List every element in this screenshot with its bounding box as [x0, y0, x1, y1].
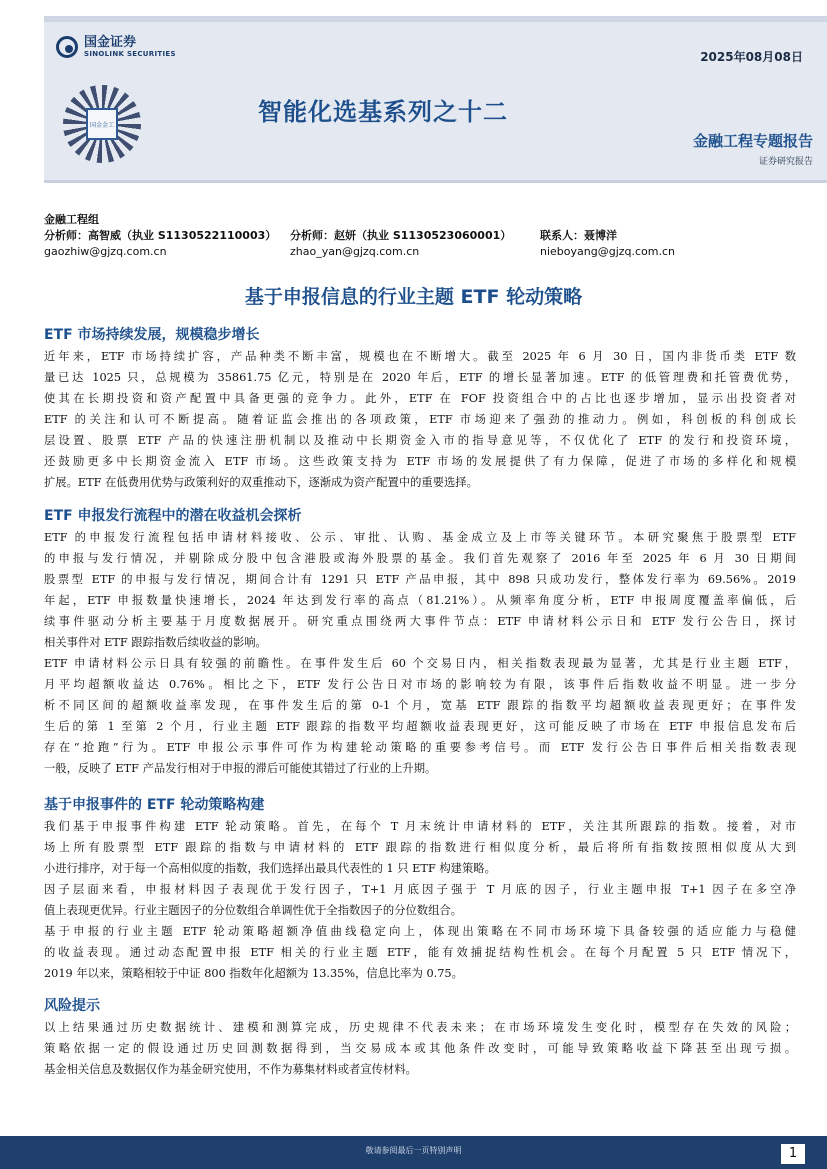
text-line: 月平均超额收益达 0.76%。相比之下，ETF 发行公告日对市场的影响较为有限，该事件后指数收益不明显。进一步分 — [44, 678, 796, 691]
section-body — [44, 346, 796, 493]
report-subtype: 证券研究报告 — [758, 157, 813, 167]
text-line: 续事件驱动分析主要基于月度数据展开。研究重点围绕两大事件节点：ETF 申请材料公示日和 ETF 发行公告日，探讨 — [44, 615, 796, 628]
text-line: 还鼓励更多中长期资金流入 ETF 市场。这些政策支持为 ETF 市场的发展提供了有力保障，促进了市场的多样化和规模 — [44, 455, 796, 468]
brand-logo — [56, 36, 176, 58]
brand-mark-icon — [56, 36, 78, 58]
analyst-block — [44, 212, 804, 260]
qr-center-badge — [86, 108, 118, 140]
text-line: 场上所有股票型 ETF 跟踪的指数与申请材料的 ETF 跟踪的指数进行相似度分析，最后将所有指数按照相似度从大到 — [44, 841, 796, 854]
text-line: ETF 申请材料公示日具有较强的前瞻性。在事件发生后 60 个交易日内，相关指数表现最为显著，尤其是行业主题 ETF， — [44, 657, 796, 670]
brand-name-cn: 国金证券 — [84, 35, 137, 50]
report-date: 2025年08月08日 — [700, 50, 803, 64]
text-line: 年起，ETF 申报数量快速增长，2024 年达到发行率的高点（81.21%）。从频率角度分析，ETF 申报周度覆盖率偏低，后 — [44, 594, 796, 607]
text-line: 基于申报的行业主题 ETF 轮动策略超额净值曲线稳定向上，体现出策略在不同市场环境下具备较强的适应能力与稳健 — [44, 925, 796, 938]
section-body — [44, 527, 796, 779]
section-strategy-build — [44, 794, 796, 984]
section-risk — [44, 995, 796, 1080]
text-line: 因子层面来看，申报材料因子表现优于发行因子，T+1 月底因子强于 T 月底的因子，行业主题申报 T+1 因子在多空净 — [44, 883, 796, 896]
analyst-group: 金融工程组 — [44, 213, 99, 226]
text-line: 使其在长期投资和资产配置中具备更强的竞争力。此外，ETF 在 FOF 投资组合中的占比也逐步增加，显示出投资者对 — [44, 392, 796, 405]
analyst-2: 分析师：赵妍（执业 S1130523060001） — [290, 229, 512, 242]
text-line: 股票型 ETF 的申报与发行情况，期间合计有 1291 只 ETF 产品申报，其中 898 只成功发行，整体发行率为 69.56%。2019 — [44, 573, 796, 586]
report-type: 金融工程专题报告 — [692, 132, 813, 150]
text-line: 的申报与发行情况，并剔除成分股中包含港股或海外股票的基金。我们首先观察了 2016 年至 2025 年 6 月 30 日期间 — [44, 552, 796, 565]
section-etf-market — [44, 324, 796, 493]
analyst-1-email[interactable]: gaozhiw@gjzq.com.cn — [44, 245, 167, 258]
text-line: 2019 年以来，策略相较于中证 800 指数年化超额为 13.35%，信息比率为 0.75。 — [44, 967, 463, 980]
header-divider — [44, 180, 827, 183]
text-line: 量已达 1025 只，总规模为 35861.75 亿元，特别是在 2020 年后，ETF 的增长显著加速。ETF 的低管理费和托管费优势， — [44, 371, 796, 384]
section-body — [44, 1017, 796, 1080]
text-line: 近年来，ETF 市场持续扩容，产品种类不断丰富，规模也在不断增大。截至 2025 年 6 月 30 日，国内非货币类 ETF 数 — [44, 350, 796, 363]
text-line: 相关事件对 ETF 跟踪指数后续收益的影响。 — [44, 636, 267, 649]
text-line: 以上结果通过历史数据统计、建模和测算完成，历史规律不代表未来；在市场环境发生变化时，模型存在失效的风险； — [44, 1021, 796, 1034]
footer-notice: 敬请参阅最后一页特别声明 — [365, 1146, 462, 1155]
text-line: ETF 的申报发行流程包括申请材料接收、公示、审批、认购、基金成立及上市等关键环节。本研究聚焦于股票型 ETF — [44, 531, 796, 544]
series-title: 智能化选基系列之十二 — [258, 98, 508, 126]
section-heading: 风险提示 — [44, 998, 100, 1014]
section-heading: 基于申报事件的 ETF 轮动策略构建 — [44, 797, 265, 813]
contact-person: 联系人：聂博洋 — [540, 229, 617, 242]
text-line: 析不同区间的超额收益率发现，在事件发生后的第 0-1 个月，宽基 ETF 跟踪的指数平均超额收益表现更好；在事件发 — [44, 699, 796, 712]
analyst-2-email[interactable]: zhao_yan@gjzq.com.cn — [290, 245, 420, 258]
text-line: 值上表现更优异。行业主题因子的分位数组合单调性优于全指数因子的分位数组合。 — [44, 904, 462, 917]
text-line: 策略依据一定的假设通过历史回测数据得到，当交易成本或其他条件改变时，可能导致策略收益下降甚至出现亏损。 — [44, 1042, 796, 1055]
report-title: 基于申报信息的行业主题 ETF 轮动策略 — [244, 286, 583, 308]
contact-email[interactable]: nieboyang@gjzq.com.cn — [540, 245, 676, 258]
text-line: 扩展。ETF 在低费用优势与政策利好的双重推动下，逐渐成为资产配置中的重要选择。 — [44, 476, 478, 489]
text-line: 基金相关信息及数据仅作为基金研究使用，不作为募集材料或者宣传材料。 — [44, 1063, 417, 1076]
text-line: 我们基于申报事件构建 ETF 轮动策略。首先，在每个 T 月末统计申请材料的 ETF，关注其所跟踪的指数。接着，对市 — [44, 820, 796, 833]
section-heading: ETF 市场持续发展，规模稳步增长 — [44, 327, 260, 343]
text-line: 的收益表现。通过动态配置申报 ETF 相关的行业主题 ETF，能有效捕捉结构性机会。在每个月配置 5 只 ETF 情况下， — [44, 946, 796, 959]
qr-label: 国金金工 — [89, 121, 114, 129]
section-issuance-process — [44, 505, 796, 779]
text-line: 生后的第 1 至第 2 个月，行业主题 ETF 跟踪的指数平均超额收益表现更好，这可能反映了市场在 ETF 申报信息发布后 — [44, 720, 796, 733]
page-number: 1 — [781, 1144, 805, 1164]
brand-name-en: SINOLINK SECURITIES — [84, 50, 176, 58]
section-heading: ETF 申报发行流程中的潜在收益机会探析 — [44, 508, 302, 524]
section-body — [44, 816, 796, 984]
text-line: 小进行排序，对于每一个高相似度的指数，我们选择出最具代表性的 1 只 ETF 构建策略。 — [44, 862, 496, 875]
text-line: 层设置、股票 ETF 产品的快速注册机制以及推动中长期资金入市的指导意见等，不仅优化了 ETF 的发行和投资环境， — [44, 434, 796, 447]
text-line: ETF 的关注和认可不断提高。随着证监会推出的各项政策，ETF 市场迎来了强劲的推动力。例如，科创板的科创成长 — [44, 413, 796, 426]
analyst-1: 分析师：高智威（执业 S1130522110003） — [44, 229, 277, 242]
text-line: 存在“抢跑”行为。ETF 申报公示事件可作为构建轮动策略的重要参考信号。而 ETF 发行公告日事件后相关指数表现 — [44, 741, 796, 754]
text-line: 一般，反映了 ETF 产品发行相对于申报的滞后可能使其错过了行业的上升期。 — [44, 762, 437, 775]
